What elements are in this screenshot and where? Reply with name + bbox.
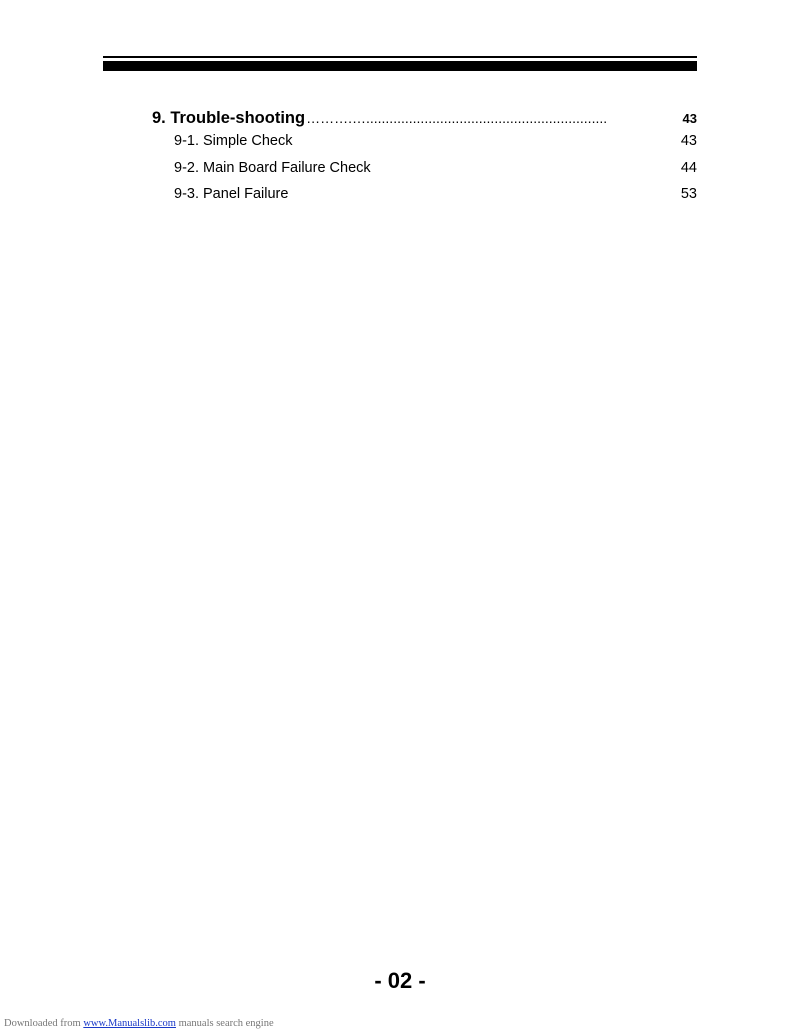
footer-link[interactable]: www.Manualslib.com bbox=[83, 1018, 176, 1029]
toc-item-page: 44 bbox=[680, 159, 697, 176]
footer-prefix: Downloaded from bbox=[4, 1018, 81, 1029]
toc-item[interactable] bbox=[152, 186, 697, 213]
toc-item-page: 43 bbox=[680, 133, 697, 149]
toc-section-title: 9. Trouble-shooting bbox=[152, 109, 306, 127]
toc-dot-leader: ……….….............................................................. bbox=[306, 110, 608, 126]
download-footer bbox=[4, 1018, 274, 1029]
header-rule-thin bbox=[103, 56, 697, 58]
toc-item-label: 9-1. Simple Check bbox=[174, 133, 293, 149]
toc-section-page: 43 bbox=[682, 111, 697, 126]
header-rule-thick bbox=[103, 61, 697, 71]
toc-item[interactable] bbox=[152, 133, 697, 160]
toc-item-label: 9-3. Panel Failure bbox=[174, 186, 289, 202]
toc-item-label: 9-2. Main Board Failure Check bbox=[174, 159, 371, 176]
footer-suffix: manuals search engine bbox=[178, 1018, 274, 1029]
page-number: - 02 - bbox=[374, 968, 426, 993]
toc-item-page: 53 bbox=[680, 186, 697, 202]
table-of-contents bbox=[152, 109, 697, 213]
toc-section-entry[interactable] bbox=[152, 109, 697, 133]
toc-item[interactable] bbox=[152, 160, 697, 187]
